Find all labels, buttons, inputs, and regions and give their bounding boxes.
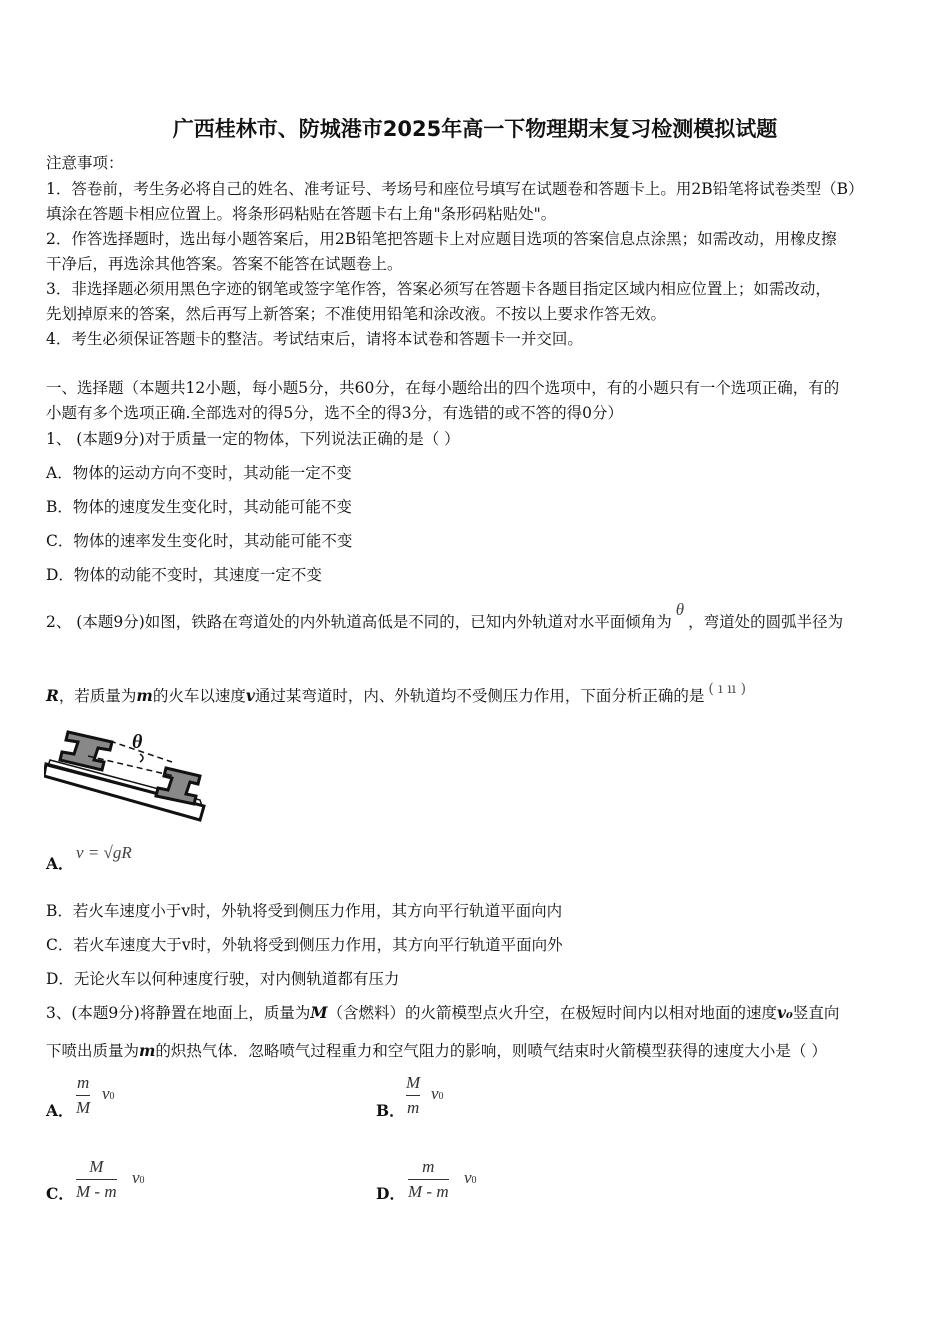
stem-text: 的火车以速度 — [152, 687, 246, 705]
var-v: v — [245, 686, 255, 705]
figure-theta-label: θ — [132, 731, 143, 753]
section-heading: 一、选择题（本题共12小题，每小题5分，共60分，在每小题给出的四个选项中，有的小题只有一个选项正确，有的 — [46, 379, 840, 397]
v-subscript: 0 — [109, 1091, 115, 1102]
notice-line: 干净后，再选涂其他答案。答案不能答在试题卷上。 — [46, 255, 403, 273]
theta-symbol: θ — [675, 600, 685, 619]
option-b: B．若火车速度小于v时，外轨将受到侧压力作用，其方向平行轨道平面向内 — [46, 902, 563, 920]
v-subscript: 0 — [438, 1091, 444, 1102]
stem-text: 竖直向 — [792, 1004, 840, 1022]
numerator: m — [76, 1073, 90, 1092]
page-title: 广西桂林市、防城港市2025年高一下物理期末复习检测模拟试题 — [172, 117, 778, 141]
var-m: m — [139, 1041, 156, 1060]
v-symbol: v — [464, 1168, 472, 1187]
stem-text: 3、(本题9分)将静置在地面上，质量为 — [46, 1004, 311, 1022]
stem-text: 的炽热气体．忽略喷气过程重力和空气阻力的影响，则喷气结束时火箭模型获得的速度大小是（ ） — [155, 1042, 827, 1060]
section-heading: 小题有多个选项正确.全部选对的得5分，选不全的得3分，有选错的或不答的得0分） — [46, 404, 624, 422]
var-m: m — [136, 686, 153, 705]
notice-heading: 注意事项： — [46, 154, 124, 172]
option-c-fraction — [76, 1157, 117, 1202]
option-c-velocity — [132, 1168, 145, 1188]
option-a-label: A． — [46, 1101, 74, 1120]
notice-line: 2．作答选择题时，选出每小题答案后，用2B铅笔把答题卡上对应题目选项的答案信息点涂黑；如需改动，用橡皮擦 — [46, 230, 837, 248]
question-stem: 1、 (本题9分)对于质量一定的物体，下列说法正确的是（ ） — [46, 430, 460, 448]
stem-text: （含燃料）的火箭模型点火升空，在极短时间内以相对地面的速度 — [327, 1004, 778, 1022]
rail-figure — [44, 726, 208, 822]
notice-line: 1．答卷前，考生务必将自己的姓名、准考证号、考场号和座位号填写在试题卷和答题卡上。用2B铅笔将试卷类型（B） — [46, 180, 864, 198]
numerator: m — [422, 1157, 435, 1176]
question-stem — [46, 681, 747, 706]
stem-text: 2、 (本题9分)如图，铁路在弯道处的内外轨道高低是不同的，已知内外轨道对水平面倾角为 — [46, 613, 672, 631]
stem-text: ，弯道处的圆弧半径为 — [688, 613, 844, 631]
numerator: M — [89, 1157, 104, 1176]
option-c-label: C． — [46, 1184, 74, 1203]
option-d-label: D． — [376, 1184, 405, 1203]
option-d: D．物体的动能不变时，其速度一定不变 — [46, 566, 322, 584]
option-a-label: A． — [46, 854, 74, 873]
notice-line: 先划掉原来的答案，然后再写上新答案；不准使用铅笔和涂改液。不按以上要求作答无效。 — [46, 305, 667, 323]
option-a-velocity — [102, 1084, 115, 1104]
notice-line: 3．非选择题必须用黑色字迹的钢笔或签字笔作答，答案必须写在答题卡各题目指定区域内相应位置上；如需改动， — [46, 280, 831, 298]
denominator: m — [406, 1098, 420, 1117]
option-c: C．若火车速度大于v时，外轨将受到侧压力作用，其方向平行轨道平面向外 — [46, 936, 563, 954]
denominator: M - m — [408, 1182, 449, 1201]
v-subscript: 0 — [471, 1175, 477, 1186]
v-symbol: v — [102, 1084, 110, 1103]
option-d-velocity — [464, 1168, 477, 1188]
question-stem — [46, 600, 844, 632]
option-b-velocity — [431, 1084, 444, 1104]
question-stem — [46, 1039, 827, 1061]
v-symbol: v — [132, 1168, 140, 1187]
var-v0: v₀ — [777, 1003, 793, 1022]
option-b: B．物体的速度发生变化时，其动能可能不变 — [46, 498, 352, 516]
option-b-label: B． — [376, 1101, 405, 1120]
answer-paren: ( ı ıı ) — [708, 681, 747, 697]
numerator: M — [406, 1073, 421, 1092]
option-b-fraction — [406, 1073, 420, 1118]
question-stem — [46, 1001, 839, 1023]
stem-text: 下喷出质量为 — [46, 1042, 140, 1060]
notice-line: 4．考生必须保证答题卡的整洁。考试结束后，请将本试卷和答题卡一并交回。 — [46, 330, 583, 348]
option-c: C．物体的速率发生变化时，其动能可能不变 — [46, 532, 353, 550]
option-a-fraction — [76, 1073, 90, 1118]
stem-text: ，若质量为 — [58, 687, 137, 705]
option-a-formula: v = √gR — [76, 843, 132, 862]
option-d-fraction — [408, 1157, 449, 1202]
option-d: D．无论火车以何种速度行驶，对内侧轨道都有压力 — [46, 970, 400, 988]
option-a: A．物体的运动方向不变时，其动能一定不变 — [46, 464, 352, 482]
stem-text: 通过某弯道时，内、外轨道均不受侧压力作用，下面分析正确的是 — [254, 687, 705, 705]
notice-line: 填涂在答题卡相应位置上。将条形码粘贴在答题卡右上角"条形码粘贴处"。 — [46, 205, 557, 223]
var-M: M — [310, 1003, 328, 1022]
v-subscript: 0 — [139, 1175, 145, 1186]
var-R: R — [46, 686, 59, 705]
denominator: M - m — [76, 1182, 117, 1201]
denominator: M — [76, 1098, 91, 1117]
v-symbol: v — [431, 1084, 439, 1103]
